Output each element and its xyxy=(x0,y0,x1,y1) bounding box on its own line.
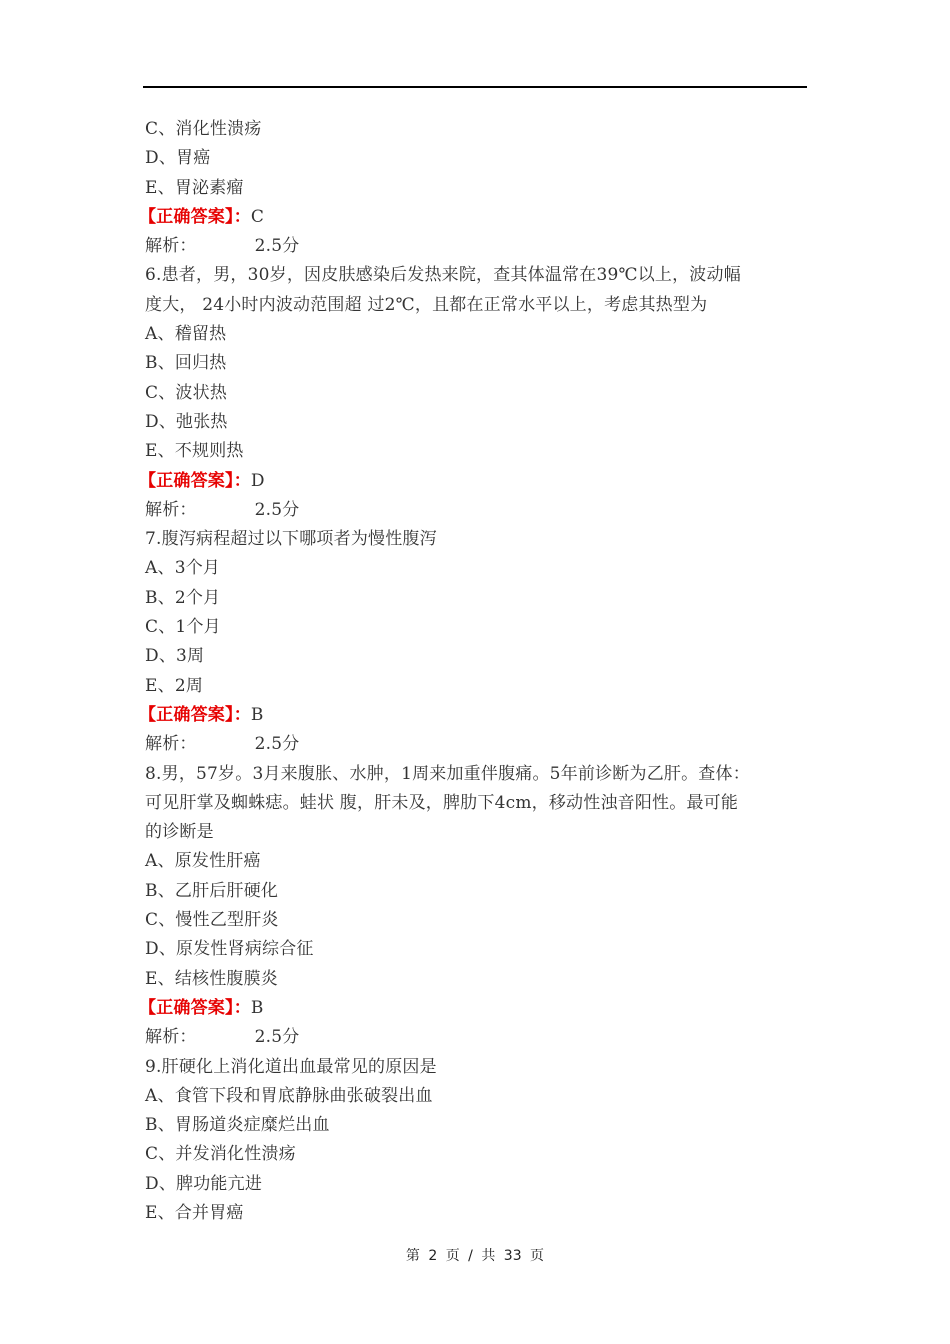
option-b: B、胃肠道炎症糜烂出血 xyxy=(145,1115,330,1136)
question-9 xyxy=(145,1053,810,1229)
option-d: D、脾功能亢进 xyxy=(145,1173,263,1194)
answer-value: C xyxy=(250,206,265,227)
analysis-score xyxy=(145,496,810,525)
option-d: D、3周 xyxy=(145,646,205,667)
document-body xyxy=(139,115,810,1228)
question-7 xyxy=(139,525,810,759)
option-a: A、3个月 xyxy=(145,558,221,579)
option-e: E、胃泌素瘤 xyxy=(145,177,244,198)
analysis-label: 解析： xyxy=(145,734,197,755)
option-d: D、原发性肾病综合征 xyxy=(145,939,314,960)
option-a: A、食管下段和胃底静脉曲张破裂出血 xyxy=(145,1085,433,1106)
option-b: B、回归热 xyxy=(145,353,227,374)
question-stem-continued: 度大， 24小时内波动范围超 过2℃，且都在正常水平以上，考虑其热型为 xyxy=(145,294,708,315)
option-c: C、1个月 xyxy=(145,617,221,638)
correct-answer xyxy=(139,467,810,496)
question-stem-continued: 可见肝掌及蜘蛛痣。蛙状 腹，肝未及，脾肋下4cm，移动性浊音阳性。最可能 xyxy=(145,792,739,813)
page-footer: 第 2 页 / 共 33 页 xyxy=(405,1248,545,1264)
option-c: C、波状热 xyxy=(145,382,228,403)
question-stem: 8.男，57岁。3月来腹胀、水肿，1周来加重伴腹痛。5年前诊断为乙肝。查体： xyxy=(145,763,750,784)
option-b: B、乙肝后肝硬化 xyxy=(145,880,279,901)
question-stem: 7.腹泻病程超过以下哪项者为慢性腹泻 xyxy=(145,529,437,550)
option-e: E、合并胃癌 xyxy=(145,1202,244,1223)
option-c: C、并发消化性溃疡 xyxy=(145,1144,296,1165)
option-d: D、弛张热 xyxy=(145,411,228,432)
answer-label: 【正确答案】： xyxy=(139,206,251,227)
correct-answer xyxy=(139,203,810,232)
analysis-label: 解析： xyxy=(145,499,197,520)
correct-answer xyxy=(139,994,810,1023)
answer-value: B xyxy=(250,704,264,725)
answer-label: 【正确答案】： xyxy=(139,704,251,725)
option-d: D、胃癌 xyxy=(145,148,211,169)
score-value: 2.5分 xyxy=(254,499,300,520)
answer-label: 【正确答案】： xyxy=(139,997,251,1018)
question-5-tail xyxy=(139,115,810,261)
option-c: C、慢性乙型肝炎 xyxy=(145,910,279,931)
correct-answer xyxy=(139,701,810,730)
option-e: E、2周 xyxy=(145,675,204,696)
question-6 xyxy=(139,261,810,525)
answer-label: 【正确答案】： xyxy=(139,470,251,491)
option-e: E、结核性腹膜炎 xyxy=(145,968,279,989)
option-a: A、原发性肝癌 xyxy=(145,851,261,872)
question-stem-continued: 的诊断是 xyxy=(145,822,214,843)
option-e: E、不规则热 xyxy=(145,441,244,462)
analysis-score xyxy=(145,730,810,759)
score-value: 2.5分 xyxy=(254,236,300,257)
score-value: 2.5分 xyxy=(254,734,300,755)
analysis-label: 解析： xyxy=(145,236,197,257)
header-rule xyxy=(143,86,807,88)
option-b: B、2个月 xyxy=(145,587,221,608)
question-stem: 9.肝硬化上消化道出血最常见的原因是 xyxy=(145,1056,437,1077)
option-a: A、稽留热 xyxy=(145,324,227,345)
score-value: 2.5分 xyxy=(254,1027,300,1048)
question-stem: 6.患者，男，30岁，因皮肤感染后发热来院，查其体温常在39℃以上，波动幅 xyxy=(145,265,741,286)
analysis-label: 解析： xyxy=(145,1027,197,1048)
answer-value: B xyxy=(250,997,264,1018)
analysis-score xyxy=(145,1023,810,1052)
analysis-score xyxy=(145,232,810,261)
question-8 xyxy=(139,760,810,1053)
option-c: C、消化性溃疡 xyxy=(145,119,262,139)
answer-value: D xyxy=(250,470,265,491)
